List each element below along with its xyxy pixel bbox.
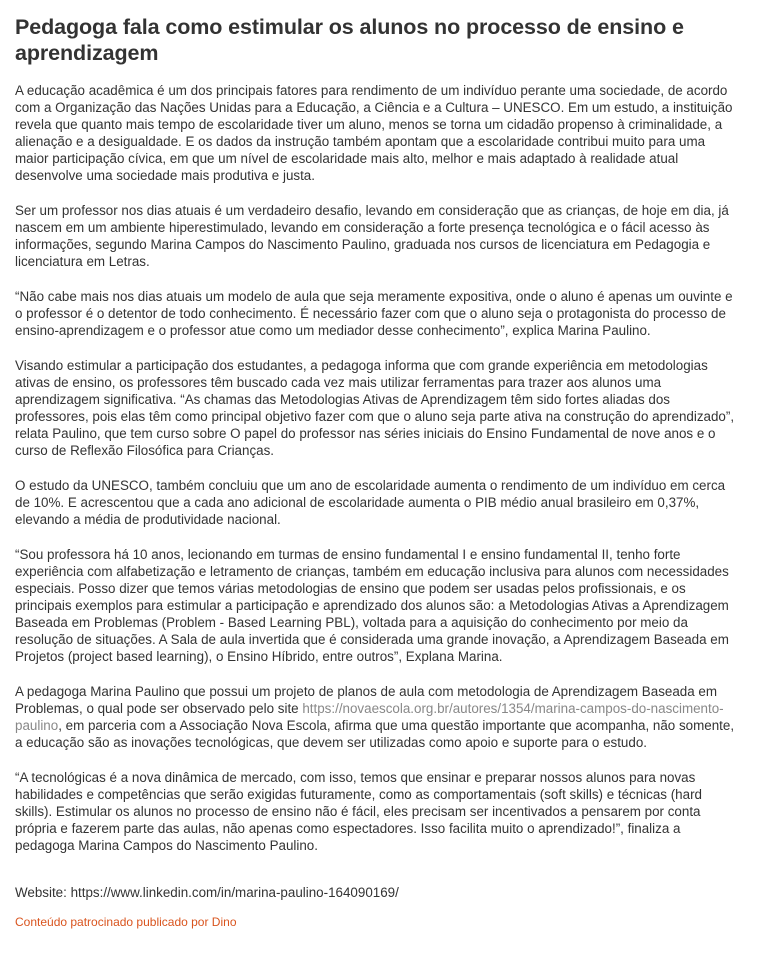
paragraph-lesson-plans-after: , em parceria com a Associação Nova Escola, afirma que uma questão importante que acompanha, não somente, a educação são as inovações tecnológicas, que devem ser utilizadas como apoio e suporte para o estudo. <box>15 718 735 750</box>
nova-escola-link[interactable]: https://novaescola.org.br/autores/1354/marina-campos-do-nascimento-paulino <box>15 701 724 733</box>
paragraph-active-methods: Visando estimular a participação dos estudantes, a pedagoga informa que com grande experiência em metodologias ativas de ensino, os professores têm buscado cada vez mais utilizar ferramentas para trazer aos alunos uma aprendizagem significativa. “As chamas das Metodologias Ativas de Aprendizagem têm sido fortes aliadas dos professores, pois elas têm como principal objetivo fazer com que o aluno seja parte ativa na construção do aprendizado”, relata Paulino, que tem curso sobre O papel do professor nas séries iniciais do Ensino Fundamental de nove anos e o curso de Reflexão Filosófica para Crianças. <box>15 358 735 458</box>
paragraph-unesco-intro: A educação acadêmica é um dos principais fatores para rendimento de um indivíduo perante uma sociedade, de acordo com a Organização das Nações Unidas para a Educação, a Ciência e a Cultura – UNESCO. Em um estudo, a instituição revela que quanto mais tempo de escolaridade tiver um aluno, menos se torna um cidadão propenso à criminalidade, a alienação e a desigualdade. E os dados da instrução também apontam que a escolaridade contribui muito para uma maior participação cívica, em que um nível de escolaridade mais alto, melhor e mais adaptado à realidade atual desenvolve uma sociedade mais produtiva e justa. <box>15 83 733 183</box>
paragraph-teacher-challenge: Ser um professor nos dias atuais é um verdadeiro desafio, levando em consideração que as crianças, de hoje em dia, já nascem em um ambiente hiperestimulado, levando em consideração a forte presença tecnológica e o fácil acesso às informações, segundo Marina Campos do Nascimento Paulino, graduada nos cursos de licenciatura em Pedagogia e licenciatura em Letras. <box>15 203 729 269</box>
paragraph-lesson-plans <box>15 683 737 751</box>
sponsored-content-note[interactable]: Conteúdo patrocinado publicado por Dino <box>15 915 237 929</box>
paragraph-closing-quote: “A tecnológicas é a nova dinâmica de mercado, com isso, temos que ensinar e preparar nossos alunos para novas habilidades e competências que serão exigidas futuramente, como as comportamentais (soft skills) e técnicas (hard skills). Estimular os alunos no processo de ensino não é fácil, eles precisam ser incentivados a pensarem por conta própria e fazerem parte das aulas, não apenas como espectadores. Isso facilita muito o aprendizado!”, finaliza a pedagoga Marina Campos do Nascimento Paulino. <box>15 770 702 853</box>
article-title: Pedagoga fala como estimular os alunos no processo de ensino e aprendizagem <box>15 15 684 65</box>
article <box>15 14 737 929</box>
paragraph-quote-expositive: “Não cabe mais nos dias atuais um modelo de aula que seja meramente expositiva, onde o aluno é apenas um ouvinte e o professor é o detentor de todo conhecimento. É necessário fazer com que o aluno seja o protagonista do processo de ensino-aprendizagem e o professor atue como um mediador desse conhecimento”, explica Marina Paulino. <box>15 289 733 338</box>
paragraph-quote-experience: “Sou professora há 10 anos, lecionando em turmas de ensino fundamental I e ensino fundamental II, tenho forte experiência com alfabetização e letramento de crianças, também em educação inclusiva para alunos com necessidades especiais. Posso dizer que temos várias metodologias de ensino que podem ser usadas pelos profissionais, e os principais exemplos para estimular a participação e aprendizado dos alunos são: a Metodologias Ativas a Aprendizagem Baseada em Problemas (Problem - Based Learning PBL), voltada para a aquisição do conhecimento por meio da resolução de situações. A Sala de aula invertida que é considerada uma grande inovação, a Aprendizagem Baseada em Projetos (project based learning), o Ensino Híbrido, entre outros”, Explana Marina. <box>15 547 729 664</box>
paragraph-lesson-plans-before: A pedagoga Marina Paulino que possui um projeto de planos de aula com metodologia de Aprendizagem Baseada em Problemas, o qual pode ser observado pelo site <box>15 684 717 716</box>
paragraph-unesco-study: O estudo da UNESCO, também concluiu que um ano de escolaridade aumenta o rendimento de um indivíduo em cerca de 10%. E acrescentou que a cada ano adicional de escolaridade aumenta o PIB médio anual brasileiro em 0,37%, elevando a média de produtividade nacional. <box>15 478 726 527</box>
website-link[interactable]: Website: https://www.linkedin.com/in/marina-paulino-164090169/ <box>15 885 399 900</box>
